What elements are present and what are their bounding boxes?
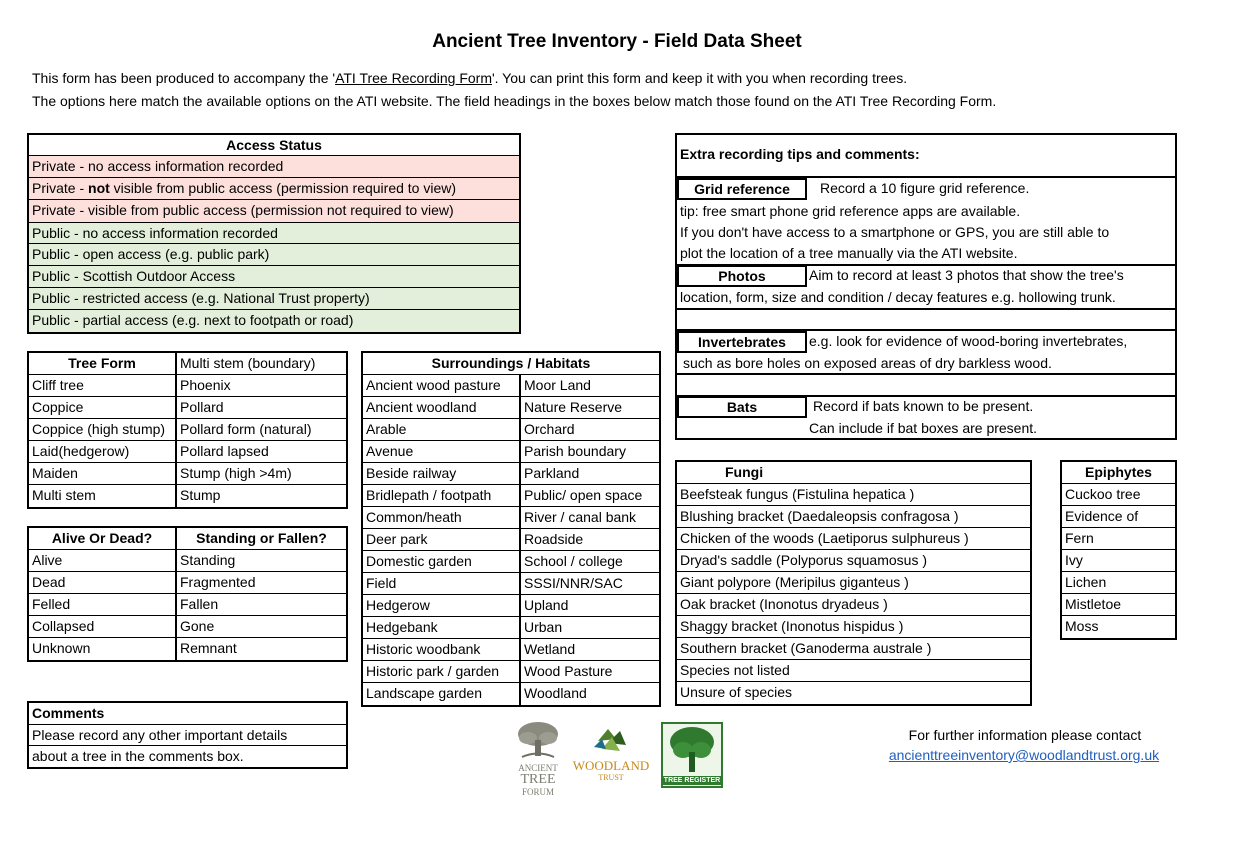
table-cell: Remnant	[180, 640, 237, 656]
comments-table	[27, 701, 348, 769]
divider	[675, 308, 1177, 310]
table-cell: Hedgebank	[363, 617, 521, 638]
bats-text-1: Record if bats known to be present.	[813, 398, 1034, 414]
grid-reference-text: Record a 10 figure grid reference.	[820, 180, 1030, 196]
bats-text-2: Can include if bat boxes are present.	[809, 420, 1038, 436]
access-option-text: Private -	[32, 180, 89, 196]
table-row	[363, 661, 659, 683]
grid-reference-label: Grid reference	[677, 178, 807, 200]
table-cell: Landscape garden	[363, 683, 521, 705]
table-cell: Stump (high >4m)	[180, 465, 292, 481]
table-row	[29, 594, 346, 616]
access-status-option	[29, 310, 519, 332]
grid-tip-2: If you don't have access to a smartphone or GPS, you are still able to	[680, 224, 1110, 240]
list-item	[677, 660, 1030, 682]
access-option-text: Public - restricted access (e.g. National Trust property)	[32, 290, 370, 306]
list-item-label: Moss	[1065, 618, 1099, 634]
list-item	[1062, 616, 1175, 638]
table-cell: Gone	[180, 618, 215, 634]
list-item	[677, 638, 1030, 660]
list-item-label: Beefsteak fungus (Fistulina hepatica )	[680, 486, 915, 502]
access-status-row	[29, 288, 519, 310]
bats-label: Bats	[677, 396, 807, 418]
list-item-label: Giant polypore (Meripilus giganteus )	[680, 574, 909, 590]
list-item	[677, 594, 1030, 616]
table-cell: Upland	[524, 597, 569, 613]
access-status-row	[29, 223, 519, 244]
table-cell: Field	[363, 573, 521, 594]
table-cell: Ancient woodland	[363, 397, 521, 418]
table-cell: Wood Pasture	[524, 663, 613, 679]
table-cell: Laid(hedgerow)	[29, 441, 177, 462]
grid-tip-1: tip: free smart phone grid reference apps are available.	[680, 203, 1021, 219]
table-cell: Avenue	[363, 441, 521, 462]
table-cell: Alive	[29, 550, 177, 571]
list-item	[29, 746, 346, 767]
tree-form-table	[27, 351, 348, 509]
table-cell: Pollard form (natural)	[180, 421, 312, 437]
list-item	[677, 484, 1030, 506]
access-status-option	[29, 156, 519, 177]
list-item	[1062, 506, 1175, 528]
table-cell: Orchard	[524, 421, 575, 437]
divider	[675, 373, 1177, 375]
access-option-text: Private - visible from public access (permission not required to view)	[32, 202, 454, 218]
surroundings-table	[361, 351, 661, 707]
invertebrates-text-1: e.g. look for evidence of wood-boring invertebrates,	[809, 333, 1128, 349]
access-option-text-rest: visible from public access (permission required to view)	[109, 180, 457, 196]
access-status-option	[29, 244, 519, 265]
list-item-label: Unsure of species	[680, 684, 793, 700]
table-cell: Arable	[363, 419, 521, 440]
list-item-label: about a tree in the comments box.	[32, 748, 244, 764]
table-row	[363, 463, 659, 485]
access-status-option	[29, 200, 519, 222]
list-item-label: Cuckoo tree	[1065, 486, 1141, 502]
table-row	[363, 397, 659, 419]
access-status-option	[29, 223, 519, 243]
tree-form-header-right: Multi stem (boundary)	[180, 355, 316, 371]
access-status-option	[29, 288, 519, 309]
list-item-label: Blushing bracket (Daedaleopsis confragosa )	[680, 508, 959, 524]
table-row	[363, 551, 659, 573]
contact-email-link[interactable]: ancienttreeinventory@woodlandtrust.org.uk	[888, 747, 1160, 763]
access-status-row	[29, 310, 519, 332]
access-status-option	[29, 178, 519, 199]
woodland-trust-logo	[572, 725, 650, 780]
photos-text-1: Aim to record at least 3 photos that show the tree's	[809, 267, 1124, 283]
list-item	[677, 572, 1030, 594]
list-item-label: Ivy	[1065, 552, 1083, 568]
photos-label: Photos	[677, 265, 807, 287]
table-cell: River / canal bank	[524, 509, 637, 525]
table-cell: Cliff tree	[29, 375, 177, 396]
standing-or-fallen-header: Standing or Fallen?	[196, 530, 327, 546]
table-row	[29, 397, 346, 419]
surroundings-header: Surroundings / Habitats	[431, 355, 591, 371]
access-option-text: Public - no access information recorded	[32, 225, 278, 241]
fungi-header: Fungi	[725, 464, 764, 480]
table-cell: Maiden	[29, 463, 177, 484]
intro-line-1	[32, 70, 907, 86]
table-row	[29, 463, 346, 485]
table-cell: Collapsed	[29, 616, 177, 637]
table-row	[363, 529, 659, 551]
page-title: Ancient Tree Inventory - Field Data Sheet	[432, 31, 802, 52]
table-cell: Phoenix	[180, 377, 231, 393]
invertebrates-text-2: such as bore holes on exposed areas of dry barkless wood.	[683, 355, 1052, 371]
list-item	[677, 682, 1030, 704]
table-cell: Wetland	[524, 641, 576, 657]
table-cell: Common/heath	[363, 507, 521, 528]
list-item-label: Dryad's saddle (Polyporus squamosus )	[680, 552, 928, 568]
table-row	[363, 683, 659, 705]
table-cell: Moor Land	[524, 377, 591, 393]
table-cell: Roadside	[524, 531, 584, 547]
access-option-emphasis: not	[88, 180, 110, 196]
intro-line-2: The options here match the available options on the ATI website. The field headings in the boxes below match those found on the ATI Tree Recording Form.	[32, 93, 997, 109]
grid-tip-3: plot the location of a tree manually via the ATI website.	[680, 245, 1018, 261]
table-cell: Pollard	[180, 399, 224, 415]
table-row	[29, 375, 346, 397]
list-item-label: Fern	[1065, 530, 1094, 546]
table-row	[29, 638, 346, 660]
table-cell: Domestic garden	[363, 551, 521, 572]
table-cell: Bridlepath / footpath	[363, 485, 521, 506]
access-status-row	[29, 178, 519, 200]
access-status-header: Access Status	[226, 137, 322, 153]
list-item-label: Mistletoe	[1065, 596, 1122, 612]
list-item	[1062, 594, 1175, 616]
table-cell: Fallen	[180, 596, 219, 612]
table-row	[363, 419, 659, 441]
table-row	[29, 550, 346, 572]
table-row	[29, 441, 346, 463]
list-item-label: Chicken of the woods (Laetiporus sulphureus )	[680, 530, 969, 546]
table-cell: Dead	[29, 572, 177, 593]
table-cell: Stump	[180, 487, 221, 503]
access-option-text: Public - Scottish Outdoor Access	[32, 268, 236, 284]
epiphytes-header: Epiphytes	[1085, 464, 1152, 480]
table-row	[363, 485, 659, 507]
table-cell: Fragmented	[180, 574, 256, 590]
list-item	[677, 550, 1030, 572]
table-cell: Beside railway	[363, 463, 521, 484]
table-cell: Coppice (high stump)	[29, 419, 177, 440]
list-item	[1062, 528, 1175, 550]
comments-header: Comments	[32, 705, 105, 721]
table-cell: Standing	[180, 552, 236, 568]
invertebrates-label: Invertebrates	[677, 331, 807, 353]
list-item	[677, 528, 1030, 550]
access-option-text: Private - no access information recorded	[32, 158, 284, 174]
wt-logo-line-2: TRUST	[598, 773, 624, 782]
table-cell: SSSI/NNR/SAC	[524, 575, 623, 591]
table-row	[363, 595, 659, 617]
access-status-row	[29, 156, 519, 178]
table-cell: Deer park	[363, 529, 521, 550]
list-item-label: Southern bracket (Ganoderma australe )	[680, 640, 932, 656]
tree-register-logo	[661, 722, 723, 788]
atf-logo-line-3: FORUM	[521, 787, 554, 797]
epiphytes-table	[1060, 460, 1177, 640]
table-row	[29, 419, 346, 441]
ancient-tree-forum-logo	[512, 720, 564, 797]
table-cell: Coppice	[29, 397, 177, 418]
tree-icon	[512, 720, 564, 760]
photos-text-2: location, form, size and condition / decay features e.g. hollowing trunk.	[680, 289, 1116, 305]
wt-logo-line-1: WOODLAND	[572, 758, 650, 773]
table-cell: School / college	[524, 553, 623, 569]
list-item	[29, 725, 346, 746]
list-item-label: Oak bracket (Inonotus dryadeus )	[680, 596, 888, 612]
table-row	[29, 485, 346, 507]
table-cell: Pollard lapsed	[180, 443, 269, 459]
list-item-label: Shaggy bracket (Inonotus hispidus )	[680, 618, 904, 634]
alive-or-dead-header: Alive Or Dead?	[29, 528, 177, 549]
list-item-label: Species not listed	[680, 662, 790, 678]
access-status-row	[29, 244, 519, 266]
list-item	[1062, 572, 1175, 594]
table-row	[29, 616, 346, 638]
list-item	[677, 506, 1030, 528]
ati-form-link[interactable]: ATI Tree Recording Form	[335, 70, 492, 86]
access-status-table	[27, 133, 521, 334]
table-cell: Parkland	[524, 465, 580, 481]
list-item	[677, 616, 1030, 638]
table-row	[363, 507, 659, 529]
atf-logo-line-2: TREE	[520, 772, 556, 787]
access-status-option	[29, 266, 519, 287]
table-row	[29, 572, 346, 594]
access-option-text: Public - partial access (e.g. next to footpath or road)	[32, 312, 354, 328]
table-cell: Parish boundary	[524, 443, 626, 459]
table-cell: Multi stem	[29, 485, 177, 507]
atf-logo-line-1: ANCIENT	[518, 763, 558, 773]
intro-line-1-post: '. You can print this form and keep it with you when recording trees.	[491, 70, 908, 86]
access-status-row	[29, 200, 519, 223]
table-cell: Historic park / garden	[363, 661, 521, 682]
alive-standing-table	[27, 526, 348, 662]
table-cell: Urban	[524, 619, 563, 635]
table-row	[363, 617, 659, 639]
tree-form-header: Tree Form	[29, 353, 177, 374]
table-cell: Public/ open space	[524, 487, 643, 503]
list-item-label: Please record any other important details	[32, 727, 288, 743]
table-row	[363, 639, 659, 661]
table-cell: Felled	[29, 594, 177, 615]
list-item	[1062, 550, 1175, 572]
table-row	[363, 573, 659, 595]
list-item-label: Evidence of	[1065, 508, 1139, 524]
tips-header: Extra recording tips and comments:	[680, 146, 920, 162]
table-cell: Unknown	[29, 638, 177, 660]
intro-line-1-pre: This form has been produced to accompany the '	[32, 70, 336, 86]
contact-text: For further information please contact	[908, 727, 1142, 743]
table-cell: Nature Reserve	[524, 399, 623, 415]
table-row	[363, 441, 659, 463]
leaf-icon	[572, 725, 650, 755]
access-status-row	[29, 266, 519, 288]
table-cell: Ancient wood pasture	[363, 375, 521, 396]
list-item	[1062, 484, 1175, 506]
table-row	[363, 375, 659, 397]
table-cell: Woodland	[524, 685, 587, 701]
tree-register-text: TREE REGISTER	[663, 777, 721, 784]
list-item-label: Lichen	[1065, 574, 1107, 590]
table-cell: Hedgerow	[363, 595, 521, 616]
tree-icon	[663, 724, 721, 774]
table-cell: Historic woodbank	[363, 639, 521, 660]
fungi-table	[675, 460, 1032, 706]
access-option-text: Public - open access (e.g. public park)	[32, 246, 270, 262]
